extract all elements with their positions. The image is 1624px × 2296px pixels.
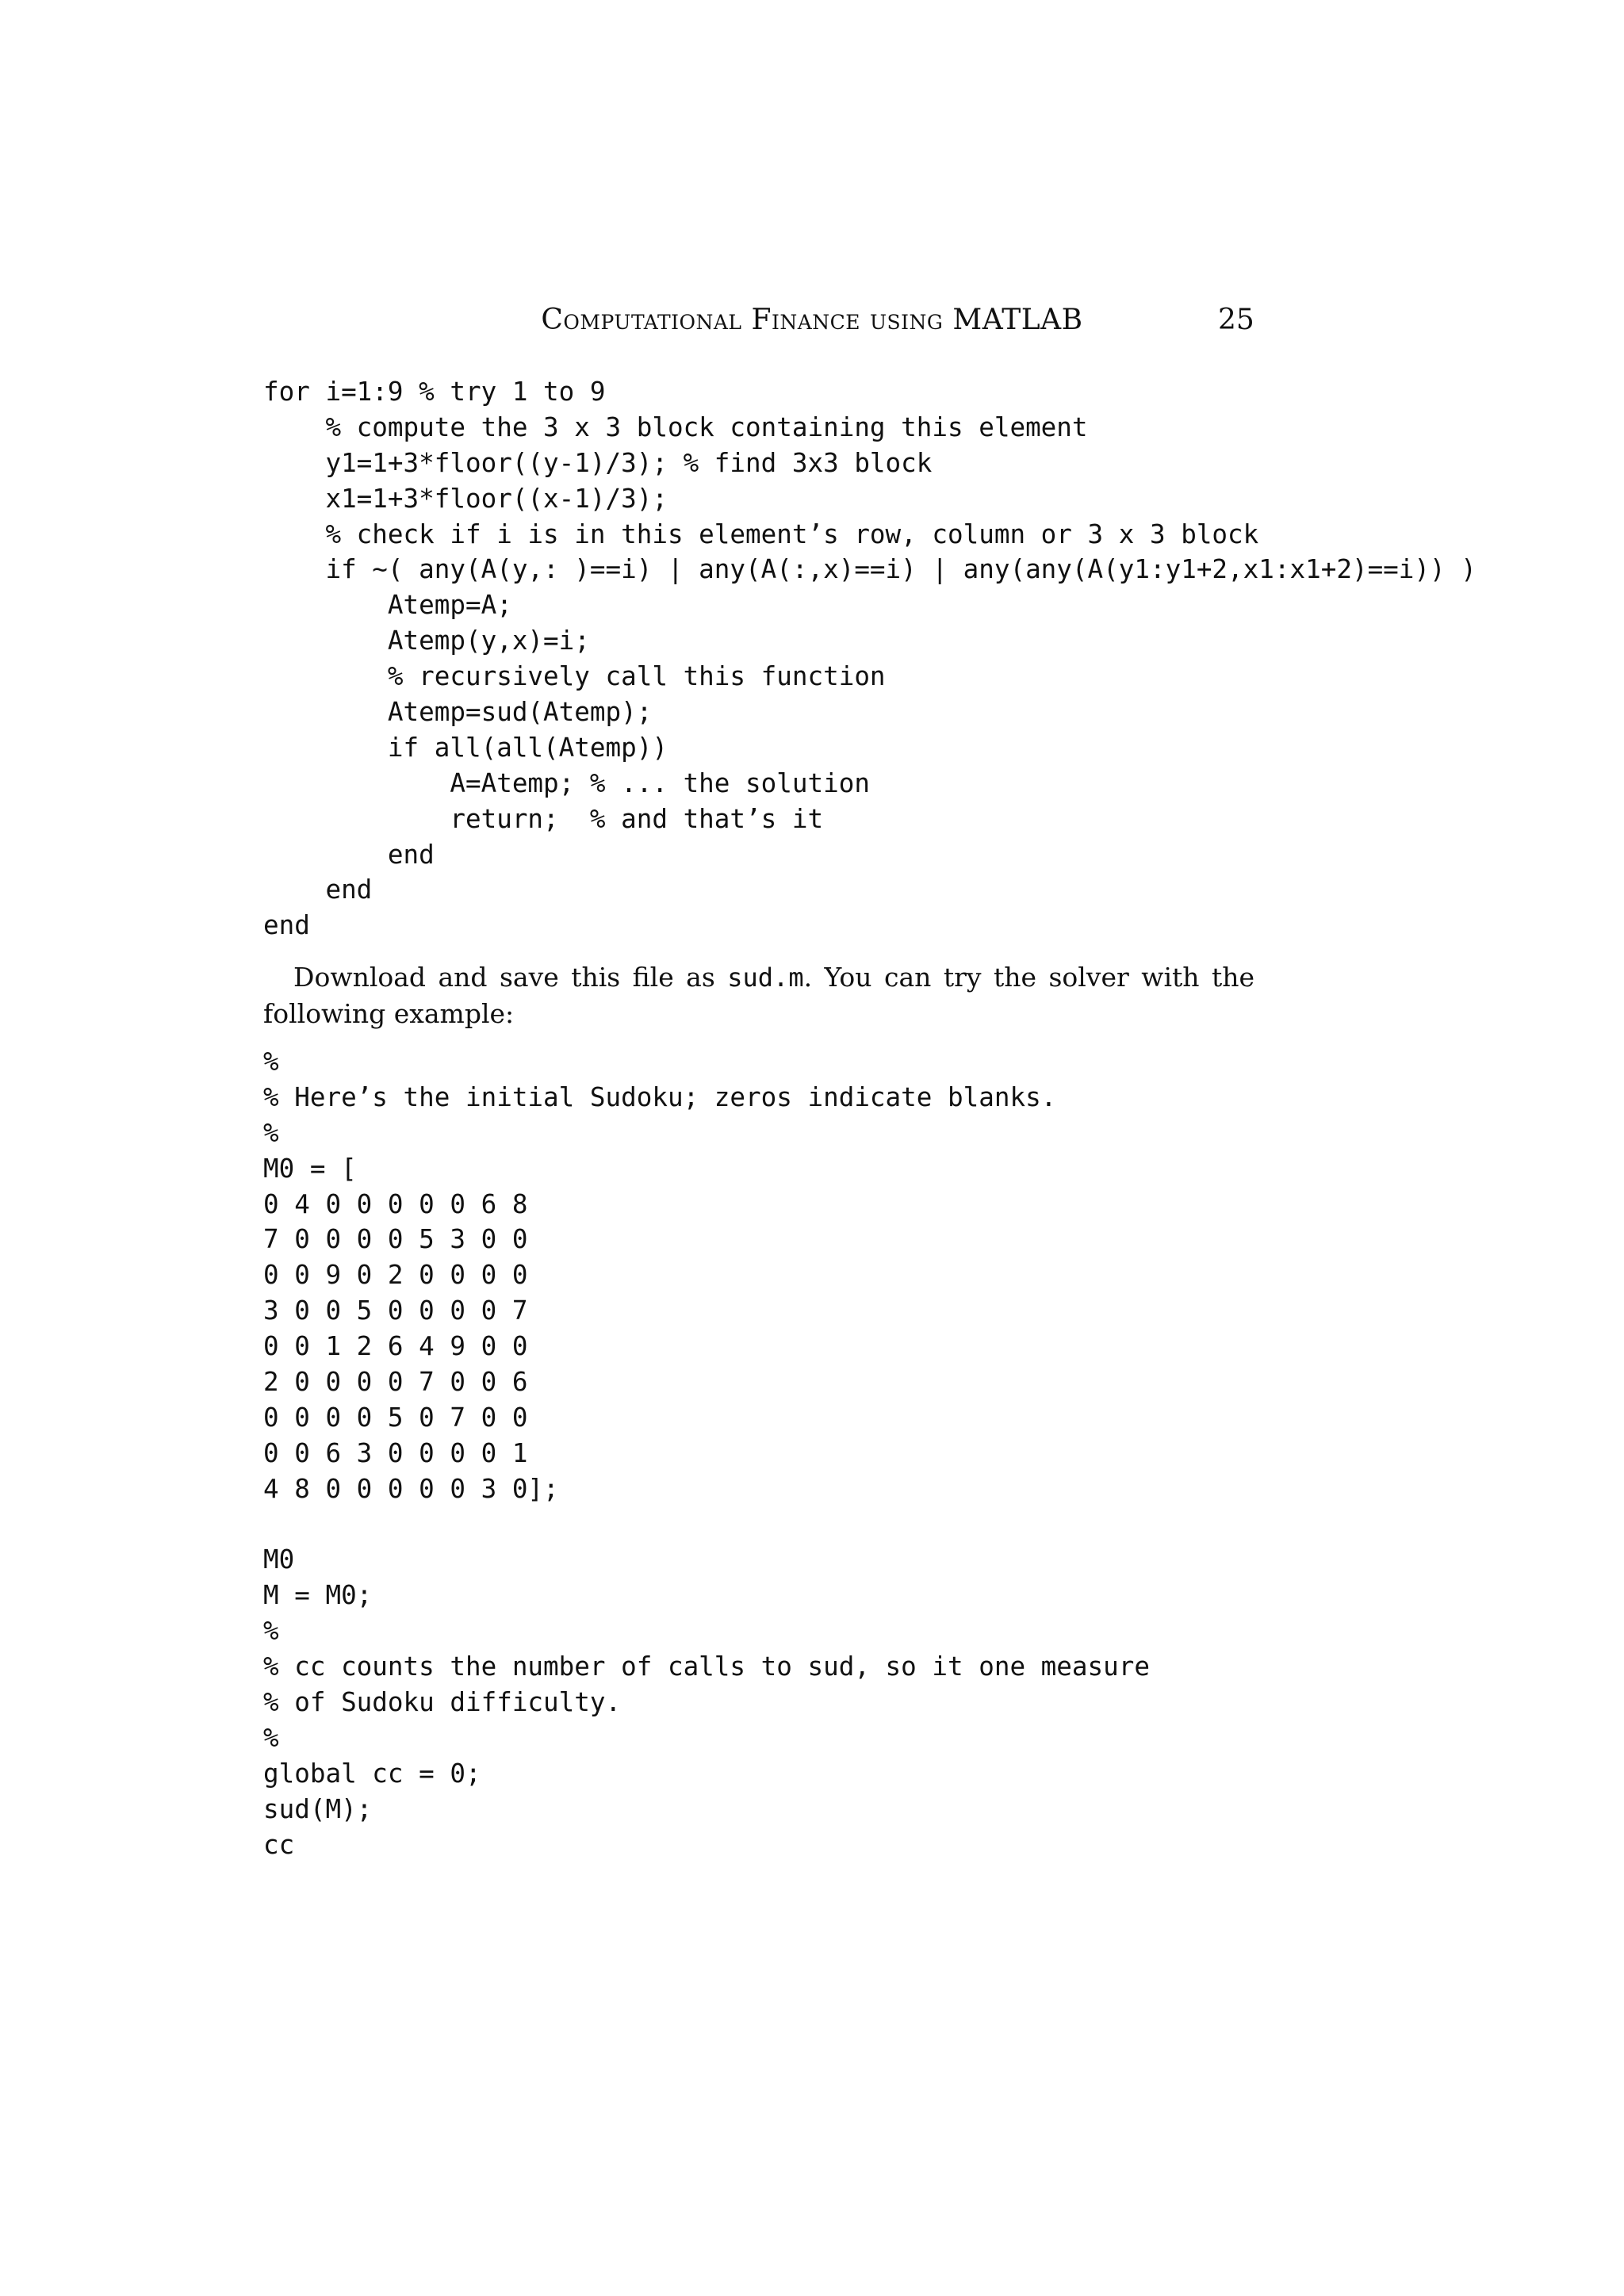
code-line: for i=1:9 % try 1 to 9 (263, 377, 606, 407)
code-line: % cc counts the number of calls to sud, so it one measure (263, 1651, 1150, 1682)
running-header (0, 303, 1624, 338)
code-line: Atemp=A; (263, 590, 512, 621)
code-line: sud(M); (263, 1793, 373, 1824)
code-line: global cc = 0; (263, 1758, 481, 1789)
sudoku-row: 3 0 0 5 0 0 0 0 7 (263, 1295, 528, 1326)
sudoku-row: 7 0 0 0 0 5 3 0 0 (263, 1224, 528, 1255)
code-line: % (263, 1047, 279, 1077)
code-line: Atemp=sud(Atemp); (263, 697, 653, 728)
code-line-blank (263, 1507, 1150, 1543)
code-line: % compute the 3 x 3 block containing this element (263, 411, 1088, 442)
code-line: Atemp(y,x)=i; (263, 626, 590, 656)
code-line: % of Sudoku difficulty. (263, 1687, 622, 1718)
code-line: cc (263, 1829, 295, 1860)
code-line: % (263, 1722, 279, 1753)
code-line: % check if i is in this element’s row, column or 3 x 3 block (263, 519, 1259, 549)
code-listing-solver (263, 374, 1477, 943)
code-line: M0 (263, 1544, 295, 1575)
code-listing-example (263, 1044, 1150, 1862)
code-line: if ~( any(A(y,: )==i) | any(A(:,x)==i) | any(any(A(y1:y1+2,x1:x1+2)==i)) ) (263, 554, 1477, 585)
code-line: end (263, 910, 310, 941)
sudoku-row: 0 0 9 0 2 0 0 0 0 (263, 1260, 528, 1291)
code-line: end (263, 874, 373, 905)
code-line: M0 = [ (263, 1153, 357, 1184)
code-line: % recursively call this function (263, 661, 886, 692)
code-line: % Here’s the initial Sudoku; zeros indicate blanks. (263, 1081, 1057, 1112)
code-line: end (263, 839, 435, 870)
running-header-matlab: MATLAB (952, 304, 1083, 336)
sudoku-row: 0 0 6 3 0 0 0 0 1 (263, 1437, 528, 1468)
code-line: x1=1+3*floor((x-1)/3); (263, 483, 668, 514)
code-line: A=Atemp; % ... the solution (263, 767, 870, 798)
paragraph-text-start: Download and save this file as (293, 962, 728, 993)
sudoku-row: 0 0 1 2 6 4 9 0 0 (263, 1331, 528, 1362)
code-line: M = M0; (263, 1580, 373, 1611)
code-line: y1=1+3*floor((y-1)/3); % find 3x3 block (263, 447, 933, 478)
paragraph-text-end: . You can try the solver with the following example: (263, 962, 1254, 1029)
page-number: 25 (1218, 304, 1254, 336)
code-line: return; % and that’s it (263, 803, 824, 834)
filename-inline-code: sud.m (727, 962, 804, 993)
code-line: % (263, 1616, 279, 1647)
sudoku-row: 4 8 0 0 0 0 0 3 0]; (263, 1473, 559, 1504)
running-header-title: Computational Finance using (541, 304, 944, 336)
sudoku-row: 0 0 0 0 5 0 7 0 0 (263, 1402, 528, 1433)
body-paragraph (263, 959, 1254, 1031)
code-line: if all(all(Atemp)) (263, 732, 668, 763)
sudoku-row: 2 0 0 0 0 7 0 0 6 (263, 1367, 528, 1398)
code-line: % (263, 1117, 279, 1148)
sudoku-row: 0 4 0 0 0 0 0 6 8 (263, 1188, 528, 1219)
